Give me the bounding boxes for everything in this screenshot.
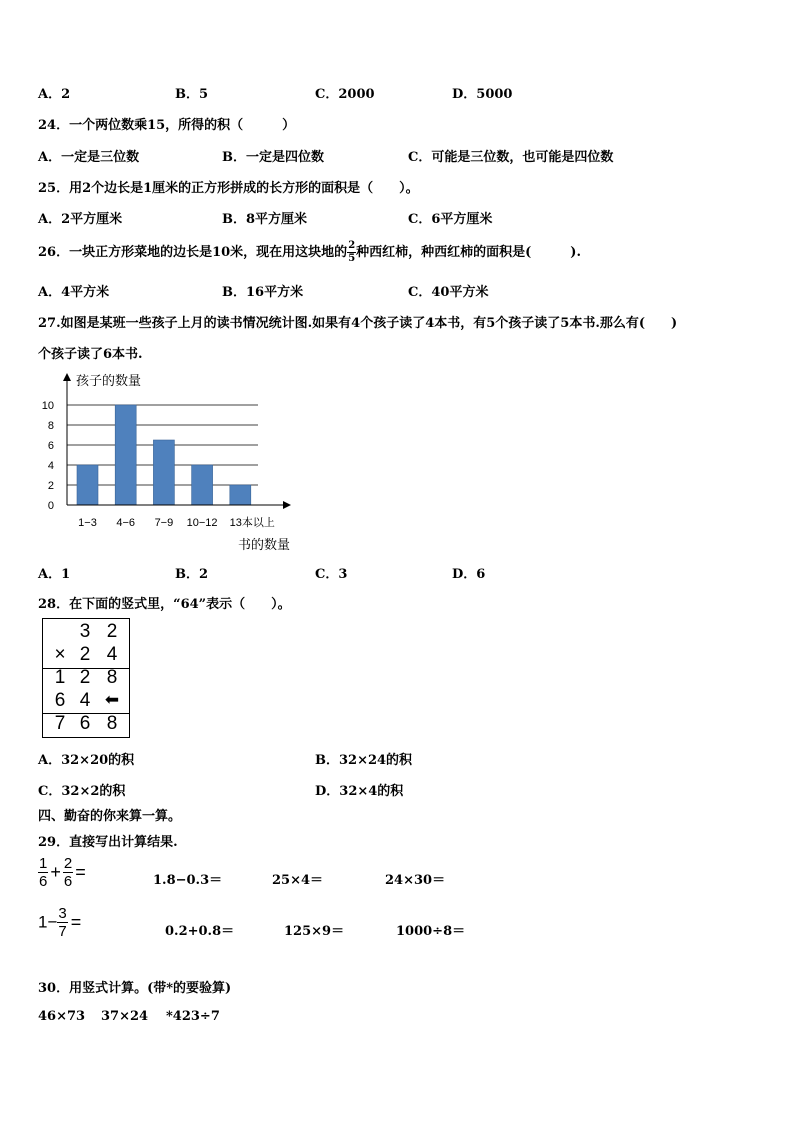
- left-arrow-icon: ⬅: [104, 690, 120, 709]
- equals: =: [70, 912, 82, 932]
- bar: [230, 485, 251, 505]
- q27-option-c: C．3: [315, 567, 348, 582]
- calc-cell: ×: [54, 644, 66, 665]
- q25-option-b: B．8平方厘米: [222, 212, 308, 227]
- q27-stem-line1: 27.如图是某班一些孩子上月的读书情况统计图.如果有4个孩子读了4本书，有5个孩子读了5本书.那么有( ): [38, 316, 678, 331]
- operator: +: [50, 862, 61, 882]
- denominator: 6: [63, 873, 73, 890]
- q29-expr-4: 24×30＝: [385, 873, 446, 888]
- q23-option-d: D．5000: [452, 87, 513, 102]
- q25-option-c: C．6平方厘米: [408, 212, 493, 227]
- q28-option-b: B．32×24的积: [315, 753, 413, 768]
- q30-item-2: 37×24: [101, 1009, 149, 1024]
- y-tick-label: 2: [47, 480, 54, 492]
- q23-option-c: C．2000: [315, 87, 375, 102]
- section-title: 四、勤奋的你来算一算。: [38, 809, 182, 824]
- q29-stem: 29．直接写出计算结果.: [38, 835, 178, 850]
- q24-option-b: B．一定是四位数: [222, 150, 324, 165]
- y-tick-label: 0: [47, 500, 54, 512]
- calc-cell: 6: [54, 690, 66, 711]
- numerator: 3: [58, 905, 67, 922]
- q24-stem: 24．一个两位数乘15，所得的积（ ）: [38, 118, 296, 133]
- x-axis-arrow-icon: [283, 501, 291, 509]
- x-tick-label: 1−3: [78, 517, 97, 529]
- calc-row-3: [43, 667, 129, 689]
- vertical-multiplication: [42, 618, 130, 738]
- calc-row-2: [43, 644, 129, 666]
- x-tick-label: 13本以上: [229, 517, 275, 529]
- y-tick-label: 8: [47, 420, 54, 432]
- numerator: 2: [63, 855, 73, 872]
- q27-option-d: D．6: [452, 567, 486, 582]
- q29-expr-1: [38, 856, 86, 889]
- q28-stem: 28．在下面的竖式里，“64”表示（ ）。: [38, 597, 291, 612]
- q27-option-a: A．1: [38, 567, 71, 582]
- bar: [115, 405, 136, 505]
- equals: =: [75, 862, 86, 882]
- x-tick-label: 4−6: [116, 517, 136, 529]
- bar: [192, 465, 213, 505]
- q29-expr-8: 1000÷8＝: [396, 924, 466, 939]
- q23-option-a: A．2: [38, 87, 71, 102]
- chart-x-axis-label: 书的数量: [238, 537, 291, 552]
- q27-option-b: B．2: [175, 567, 209, 582]
- q25-stem: 25．用2个边长是1厘米的正方形拼成的长方形的面积是（ ）。: [38, 181, 419, 196]
- q29-expr-7: 125×9＝: [284, 924, 345, 939]
- denominator: 6: [39, 873, 48, 890]
- q26-option-a: A．4平方米: [38, 285, 110, 300]
- calc-cell: 2: [79, 667, 91, 688]
- q28-option-d: D．32×4的积: [315, 784, 404, 799]
- q30-stem: 30．用竖式计算。(带*的要验算): [38, 981, 232, 996]
- fraction: [38, 856, 48, 889]
- q28-option-c: C．32×2的积: [38, 784, 126, 799]
- calc-row-4: [43, 690, 129, 712]
- bar: [153, 440, 174, 505]
- q23-option-b: B．5: [175, 87, 209, 102]
- fraction: [63, 856, 73, 889]
- q29-expr-2: 1.8−0.3＝: [153, 873, 223, 888]
- calc-cell: 2: [106, 621, 118, 642]
- calc-cell: 6: [79, 713, 91, 734]
- q28-option-a: A．32×20的积: [38, 753, 135, 768]
- q24-option-a: A．一定是三位数: [38, 150, 140, 165]
- x-tick-label: 7−9: [154, 517, 174, 529]
- q26-option-b: B．16平方米: [222, 285, 304, 300]
- calc-cell: 2: [79, 644, 91, 665]
- q26-stem-after: 种西红柿，种西红柿的面积是( ).: [356, 245, 581, 260]
- q26-fraction-numerator: 2: [348, 240, 356, 251]
- bar: [77, 465, 98, 505]
- q26-stem-before: 26．一块正方形菜地的边长是10米，现在用这块地的: [38, 245, 348, 260]
- y-tick-label: 10: [41, 400, 54, 412]
- q30-item-1: 46×73: [38, 1009, 86, 1024]
- calc-row-5: [43, 713, 129, 735]
- calc-cell: 3: [79, 621, 91, 642]
- y-tick-label: 4: [47, 460, 54, 472]
- q30-item-3: *423÷7: [166, 1009, 220, 1024]
- q29-expr-6: 0.2+0.8＝: [165, 924, 235, 939]
- calc-cell: 4: [79, 690, 91, 711]
- calc-cell: 8: [106, 667, 118, 688]
- q26-fraction-denominator: 5: [348, 253, 356, 264]
- q25-option-a: A．2平方厘米: [38, 212, 123, 227]
- q29-expr-5: [38, 906, 81, 939]
- calc-cell: 8: [106, 713, 118, 734]
- calc-cell: 1: [54, 667, 66, 688]
- calc-cell: 4: [106, 644, 118, 665]
- q27-stem-line2: 个孩子读了6本书.: [38, 347, 143, 362]
- q24-option-c: C．可能是三位数，也可能是四位数: [408, 150, 614, 165]
- y-tick-label: 6: [47, 440, 54, 452]
- x-tick-label: 10−12: [186, 517, 218, 529]
- calc-row-1: [43, 621, 129, 643]
- fraction: [57, 906, 67, 939]
- expr-prefix: 1−: [38, 912, 58, 932]
- q26-option-c: C．40平方米: [408, 285, 489, 300]
- denominator: 7: [58, 923, 67, 940]
- y-axis-arrow-icon: [63, 373, 71, 381]
- calc-cell: 7: [54, 713, 66, 734]
- chart-y-axis-label: 孩子的数量: [76, 373, 142, 388]
- numerator: 1: [39, 855, 48, 872]
- q29-expr-3: 25×4＝: [272, 873, 324, 888]
